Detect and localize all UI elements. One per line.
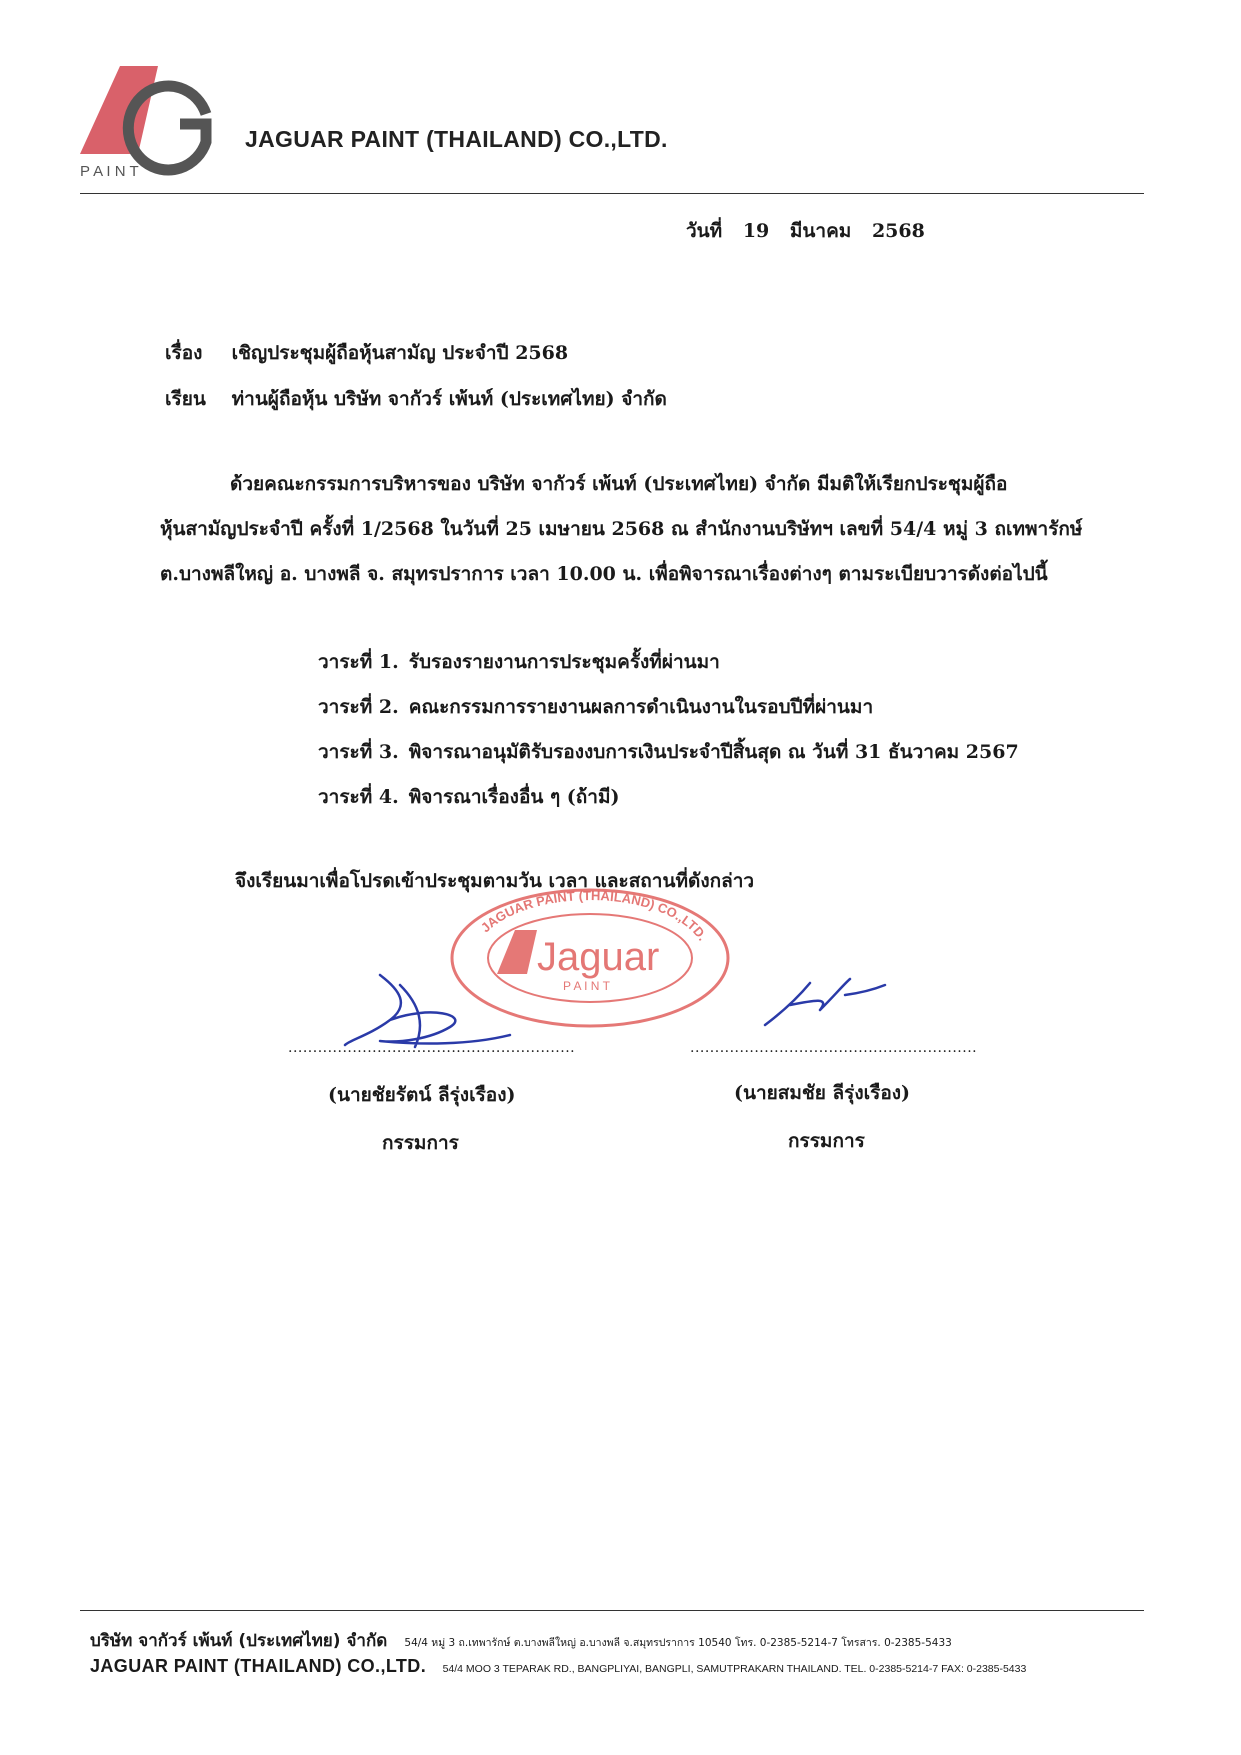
subject-line (165, 338, 568, 368)
footer-address-th: 54/4 หมู่ 3 ถ.เทพารักษ์ ต.บางพลีใหญ่ อ.บางพลี จ.สมุทรปราการ 10540 โทร. 0-2385-5214-7 โทรสาร. 0-2385-5433 (404, 1637, 952, 1649)
date-year: 2568 (871, 220, 925, 242)
body-paragraph (160, 462, 1120, 597)
stamp-subtext: P A I N T (563, 979, 610, 993)
footer-thai (90, 1627, 952, 1654)
stamp-brand: Jaguar (537, 935, 660, 979)
signatory-name: (นายสมชัย ลีรุ่งเรือง) (734, 1082, 911, 1104)
recipient-line (165, 384, 667, 414)
agenda-text: คณะกรรมการรายงานผลการดำเนินงานในรอบปีที่ผ่านมา (408, 696, 874, 718)
closing-sentence: จึงเรียนมาเพื่อโปรดเข้าประชุมตามวัน เวลา และสถานที่ดังกล่าว (235, 870, 755, 892)
footer-company-en: JAGUAR PAINT (THAILAND) CO.,LTD. (90, 1656, 427, 1676)
signatory-name: (นายชัยรัตน์ ลีรุ่งเรือง) (328, 1084, 516, 1106)
agenda-number: วาระที่ 4. (318, 786, 399, 808)
signature-line: .......................................................... (690, 1040, 978, 1056)
body-line: หุ้นสามัญประจำปี ครั้งที่ 1/2568 ในวันที่ 25 เมษายน 2568 ณ สำนักงานบริษัทฯ เลขที่ 54/4 หมู่ 3 ถเทพารักษ์ (160, 518, 1083, 540)
subject-text: เชิญประชุมผู้ถือหุ้นสามัญ ประจำปี 2568 (231, 342, 569, 364)
company-logo (78, 62, 218, 184)
footer-address-en: 54/4 MOO 3 TEPARAK RD., BANGPLIYAI, BANGPLI, SAMUTPRAKARN THAILAND. TEL. 0-2385-5214-7 FAX: 0-2385-5433 (442, 1663, 1027, 1675)
company-title: JAGUAR PAINT (THAILAND) CO.,LTD. (245, 126, 668, 152)
letter-date (686, 216, 939, 246)
signature-line: .......................................................... (288, 1040, 576, 1056)
date-day: 19 (742, 220, 770, 242)
stamp-text-top: JAGUAR PAINT (THAILAND) CO.,LTD. (477, 887, 711, 944)
recipient-text: ท่านผู้ถือหุ้น บริษัท จากัวร์ เพ้นท์ (ประเทศไทย) จำกัด (231, 388, 667, 410)
agenda-number: วาระที่ 3. (318, 741, 399, 763)
footer-english (90, 1656, 1026, 1677)
footer-company-th: บริษัท จากัวร์ เพ้นท์ (ประเทศไทย) จำกัด (90, 1631, 388, 1651)
agenda-text: รับรองรายงานการประชุมครั้งที่ผ่านมา (408, 651, 720, 673)
date-month: มีนาคม (789, 220, 852, 242)
recipient-label: เรียน (165, 388, 206, 410)
date-label: วันที่ (686, 220, 723, 242)
signatory-position: กรรมการ (382, 1132, 459, 1154)
agenda-item (318, 685, 1019, 730)
agenda-number: วาระที่ 1. (318, 651, 399, 673)
agenda-text: พิจารณาอนุมัติรับรองงบการเงินประจำปีสิ้นสุด ณ วันที่ 31 ธันวาคม 2567 (408, 741, 1019, 763)
body-line: ด้วยคณะกรรมการบริหารของ บริษัท จากัวร์ เพ้นท์ (ประเทศไทย) จำกัด มีมติให้เรียกประชุมผู้ถือ (230, 473, 1008, 495)
agenda-item (318, 730, 1019, 775)
agenda-text: พิจารณาเรื่องอื่น ๆ (ถ้ามี) (408, 786, 620, 808)
signatory-position: กรรมการ (788, 1130, 865, 1152)
subject-label: เรื่อง (165, 342, 203, 364)
agenda-number: วาระที่ 2. (318, 696, 399, 718)
footer-divider (80, 1610, 1144, 1611)
body-line: ต.บางพลีใหญ่ อ. บางพลี จ. สมุทรปราการ เวลา 10.00 น. เพื่อพิจารณาเรื่องต่างๆ ตามระเบียบวารดังต่อไปนี้ (160, 563, 1048, 585)
agenda-list (318, 640, 1019, 820)
header-divider (80, 193, 1144, 194)
agenda-item (318, 775, 1019, 820)
logo-subtext: P A I N T (80, 163, 139, 180)
agenda-item (318, 640, 1019, 685)
signature-2 (760, 975, 890, 1030)
